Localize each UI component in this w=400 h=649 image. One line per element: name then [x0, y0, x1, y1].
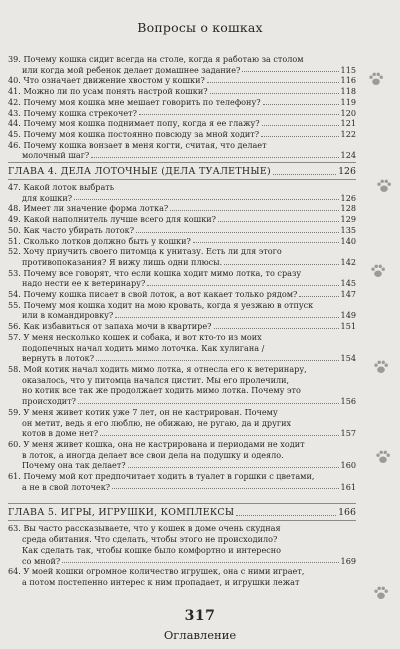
toc-entry-text: 59. У меня живет котик уже 7 лет, он не кастрирован. Почему [8, 406, 278, 417]
toc-page-number: 121 [340, 118, 356, 129]
toc-entry [8, 332, 356, 343]
toc-entry [8, 364, 356, 375]
toc-entry-text: молочный шаг? [22, 150, 90, 161]
dot-leader [96, 360, 339, 361]
paw-print-icon [372, 358, 390, 376]
toc-page-number: 115 [340, 64, 356, 75]
paw-print-icon [367, 70, 385, 88]
toc-entry-text: 53. Почему все говорят, что если кошка ходит мимо лотка, то сразу [8, 267, 302, 278]
toc-entry-text: 47. Какой лоток выбрать [8, 182, 115, 193]
toc-entry-text: ГЛАВА 4. ДЕЛА ЛОТОЧНЫЕ (ДЕЛА ТУАЛЕТНЫЕ) [8, 166, 271, 178]
dot-leader [261, 136, 338, 137]
toc-entry-text: 60. У меня живет кошка, она не кастрирована и периодами не ходит [8, 438, 305, 449]
dot-leader [100, 435, 338, 436]
toc-page-number: 140 [340, 235, 356, 246]
spacer [8, 492, 356, 502]
toc-page-number: 135 [340, 224, 356, 235]
toc-entry [8, 236, 356, 247]
toc-entry-text: оказалось, что у питомца начался цистит. Мы его пролечили, [22, 374, 290, 385]
toc-entry-text: а потом постепенно интерес к ним пропадает, и игрушки лежат [22, 576, 300, 587]
dot-leader [263, 104, 339, 105]
running-head: Вопросы о кошках [137, 20, 263, 35]
rule-line [8, 179, 356, 180]
toc-page-number: 157 [340, 428, 356, 439]
toc-entry [8, 375, 356, 386]
toc-page-number: 154 [340, 353, 356, 364]
toc-entry-text: 58. Мой котик начал ходить мимо лотка, я отнесла его к ветеринару, [8, 363, 307, 374]
toc-page-number: 124 [340, 150, 356, 161]
toc-entry-text: или в командировку? [22, 310, 114, 321]
toc-entry [8, 225, 356, 236]
dot-leader [62, 562, 338, 563]
toc-entry-text: или когда мой ребенок делает домашнее задание? [22, 64, 241, 75]
toc-entry-text: 39. Почему кошка сидит всегда на столе, когда я работаю за столом [8, 54, 304, 64]
toc-entry [8, 428, 356, 439]
toc-page-number: 118 [340, 86, 356, 97]
toc-entry [8, 246, 356, 257]
dot-leader [170, 210, 338, 211]
toc-entry-text: 51. Сколько лотков должно быть у кошки? [8, 235, 191, 246]
toc-chapter-heading [8, 506, 356, 519]
toc-page-number: 142 [340, 256, 356, 267]
toc-entry-text: 54. Почему кошка писает в свой лоток, а вот какает только рядом? [8, 289, 298, 300]
paw-print-icon [369, 262, 387, 280]
toc-page-number: 129 [340, 214, 356, 225]
toc-entry [8, 460, 356, 471]
toc-entry-text: 61. Почему мой кот предпочитает ходить в туалет в горшки с цветами, [8, 471, 315, 482]
toc-entry [8, 418, 356, 429]
toc-chapter-heading [8, 165, 356, 178]
toc-entry-text: 64. У моей кошки огромное количество игрушек, она с ними играет, [8, 566, 305, 577]
toc-entry [8, 396, 356, 407]
dot-leader [91, 157, 338, 158]
dot-leader [193, 242, 339, 243]
toc-entry-text: 43. Почему кошка стрекочет? [8, 107, 137, 118]
toc-entry-text: 48. Имеет ли значение форма лотка? [8, 203, 169, 214]
toc-entry-text: для кошки? [22, 192, 73, 203]
toc-entry-text: 40. Что означает движение хвостом у кошки? [8, 75, 205, 86]
rule-line [8, 162, 356, 163]
toc-entry-text: подопечных начал ходить мимо лоточка. Как хулигана / [22, 342, 265, 353]
toc-page-number: 161 [340, 481, 356, 492]
toc-entry-text: со мной? [22, 555, 61, 566]
toc-entry-text: 56. Как избавиться от запаха мочи в квартире? [8, 321, 212, 332]
toc-entry [8, 257, 356, 268]
toc-entry [8, 278, 356, 289]
toc-entry-text: в лоток, а иногда делает все свои дела на подушку и одеяло. [22, 449, 284, 460]
toc-page-number: 169 [340, 555, 356, 566]
dot-leader [74, 199, 338, 200]
toc-entry-text: 63. Вы часто рассказываете, что у кошек в доме очень скудная [8, 523, 281, 534]
toc-entry-text: противопоказания? Я вижу лишь одни плюсы. [22, 256, 223, 267]
toc-entry [8, 150, 356, 161]
toc-entry [8, 86, 356, 97]
toc-entry [8, 75, 356, 86]
toc-entry-text: котов в доме нет? [22, 428, 99, 439]
toc-entry-text: ГЛАВА 5. ИГРЫ, ИГРУШКИ, КОМПЛЕКСЫ [8, 507, 235, 519]
rule-line [8, 503, 356, 504]
toc-page-number: 126 [340, 192, 356, 203]
toc-entry [8, 203, 356, 214]
toc-entry [8, 54, 356, 65]
toc-entry-text: Как сделать так, чтобы кошке было комфортно и интересно [22, 544, 282, 555]
toc-entry [8, 534, 356, 545]
toc-page-number: 149 [340, 310, 356, 321]
toc-page-number: 116 [340, 75, 356, 86]
dot-leader [299, 296, 338, 297]
toc-page-number: 166 [338, 507, 356, 519]
rule-line [8, 520, 356, 521]
toc-entry [8, 566, 356, 577]
dot-leader [273, 174, 336, 175]
toc-entry-text: вернуть в лоток? [22, 353, 95, 364]
toc-entry [8, 321, 356, 332]
toc-page-number: 122 [340, 128, 356, 139]
toc-page-number: 151 [340, 321, 356, 332]
toc-entry [8, 385, 356, 396]
toc-entry [8, 545, 356, 556]
toc-entry-text: 49. Какой наполнитель лучше всего для кошки? [8, 214, 216, 225]
toc-entry-text: среда обитания. Что сделать, чтобы этого не происходило? [22, 534, 278, 545]
toc-entry [8, 577, 356, 588]
toc-entry [8, 523, 356, 534]
toc-page-number: 147 [340, 289, 356, 300]
toc-entry [8, 65, 356, 76]
dot-leader [236, 515, 336, 516]
toc-page-number: 128 [340, 203, 356, 214]
toc-entry-text: 46. Почему кошка вонзает в меня когти, считая, что делает [8, 139, 267, 150]
dot-leader [136, 232, 338, 233]
toc-entry [8, 353, 356, 364]
toc-entry-text: 52. Хочу приучить своего питомца к унитазу. Есть ли для этого [8, 246, 282, 257]
toc-page-number: 126 [338, 166, 356, 178]
toc-entry-text: происходит? [22, 396, 77, 407]
dot-leader [115, 317, 338, 318]
toc-entry-text: 55. Почему моя кошка ходит на мою кровать, когда я уезжаю в отпуск [8, 299, 314, 310]
toc-entry-text: 57. У меня несколько кошек и собака, и вот кто-то из моих [8, 331, 262, 342]
toc-entry-text: он метит, ведь я его люблю, не обижаю, не ругаю, да и других [22, 417, 292, 428]
dot-leader [214, 328, 339, 329]
dot-leader [78, 403, 339, 404]
toc-entry [8, 140, 356, 151]
toc-entry [8, 407, 356, 418]
toc-entry-text: надо нести ее к ветеринару? [22, 278, 146, 289]
table-of-contents [8, 54, 356, 588]
paw-print-icon [374, 448, 392, 466]
toc-entry-text: 41. Можно ли по усам понять настрой кошки? [8, 86, 208, 97]
toc-page-number: 145 [340, 278, 356, 289]
dot-leader [224, 264, 338, 265]
toc-entry [8, 182, 356, 193]
toc-entry-text: 45. Почему моя кошка постоянно повсюду за мной ходит? [8, 128, 260, 139]
toc-entry-text: Почему она так делает? [22, 460, 126, 471]
toc-entry-text: но котик все так же продолжает ходить мимо лотка. Почему это [22, 385, 301, 396]
dot-leader [139, 114, 339, 115]
toc-entry [8, 268, 356, 279]
paw-print-icon [375, 177, 393, 195]
toc-page-number: 160 [340, 460, 356, 471]
dot-leader [147, 285, 338, 286]
dot-leader [128, 467, 339, 468]
toc-page-number: 156 [340, 396, 356, 407]
toc-entry [8, 343, 356, 354]
footer-title: Оглавление [163, 628, 237, 642]
toc-entry [8, 439, 356, 450]
dot-leader [207, 82, 339, 83]
toc-entry-text: 44. Почему моя кошка поднимает попу, когда я ее глажу? [8, 118, 260, 129]
paw-print-icon [372, 584, 390, 602]
toc-page-number: 120 [340, 107, 356, 118]
dot-leader [262, 125, 339, 126]
toc-entry [8, 108, 356, 119]
toc-entry [8, 482, 356, 493]
toc-entry [8, 310, 356, 321]
toc-page-number: 119 [340, 96, 356, 107]
toc-entry [8, 556, 356, 567]
toc-entry [8, 450, 356, 461]
toc-entry [8, 214, 356, 225]
toc-entry [8, 97, 356, 108]
toc-entry [8, 118, 356, 129]
toc-entry-text: а не в свой лоточек? [22, 481, 111, 492]
toc-entry-text: 50. Как часто убирать лоток? [8, 224, 135, 235]
dot-leader [210, 93, 339, 94]
toc-entry [8, 193, 356, 204]
page-number: 317 [184, 608, 216, 624]
toc-entry [8, 471, 356, 482]
toc-entry-text: 42. Почему моя кошка мне мешает говорить по телефону? [8, 96, 261, 107]
toc-entry [8, 300, 356, 311]
toc-entry [8, 129, 356, 140]
dot-leader [242, 71, 338, 72]
dot-leader [218, 221, 339, 222]
toc-entry [8, 289, 356, 300]
dot-leader [112, 488, 338, 489]
